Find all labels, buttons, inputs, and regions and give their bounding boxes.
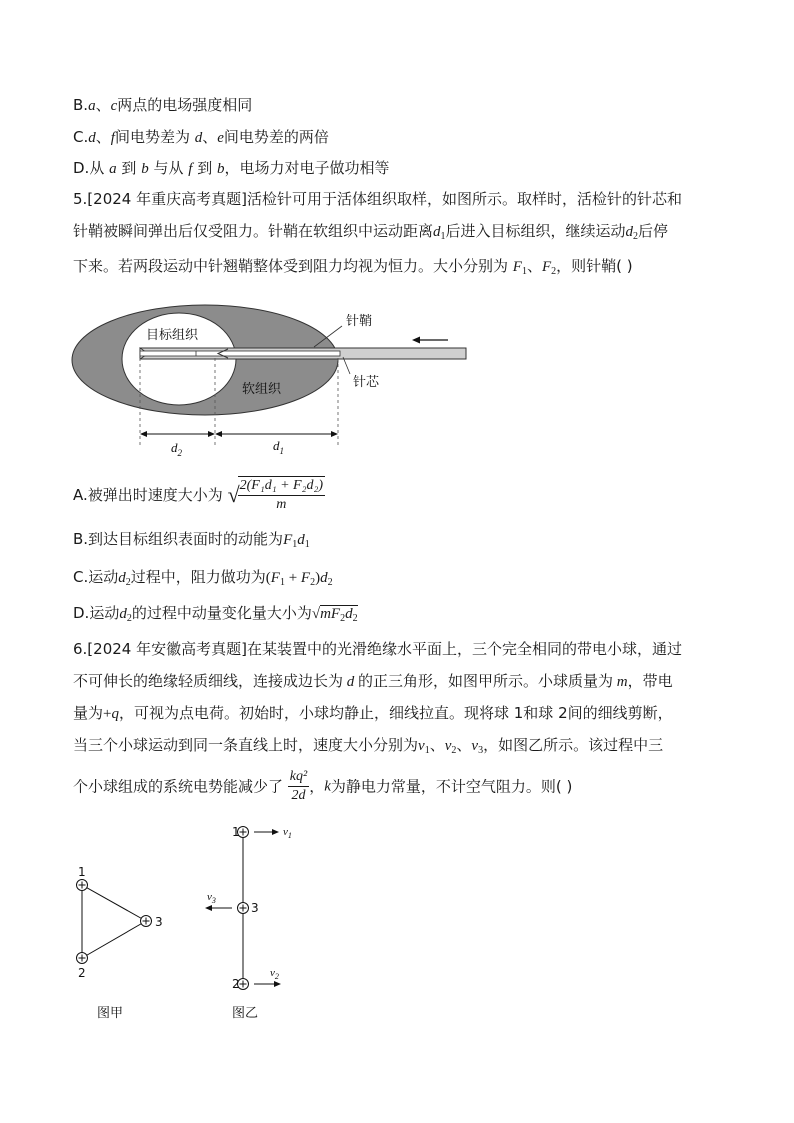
q4-option-c: C.d、f间电势差为 d、e间电势差的两倍 — [73, 128, 329, 146]
q6-stem-line2: 不可伸长的绝缘轻质细线，连接成边长为 d 的正三角形，如图甲所示。小球质量为 m，带电 — [73, 672, 673, 690]
ball-3-b — [238, 903, 249, 914]
svg-text:d2: $d_2$ — [171, 440, 182, 458]
q5-option-a: A.被弹出时速度大小为 √ $\frac{\text{2(F₁d₁ + F₂d₂)}}{m}$ — [73, 478, 323, 512]
q6-stem-line1: 6.[2024 年安徽高考真题]在某装置中的光滑绝缘水平面上，三个完全相同的带电小球，通过 — [73, 640, 682, 658]
ball-2 — [77, 953, 88, 964]
svg-text:2: 2 — [232, 977, 240, 991]
q5-stem-line3: 下来。若两段运动中针翘鞘整体受到阻力均视为恒力。大小分别为 $F_1$、$F_2$，则针鞘( ) — [73, 257, 633, 277]
q5-option-d: D.运动$d_2$的过程中动量变化量大小为$√mF_2d_2$ — [73, 604, 358, 624]
svg-text:v2: $v_2$ — [270, 967, 279, 981]
ball-1 — [77, 880, 88, 891]
q5-option-b: B.到达目标组织表面时的动能为$F_1d_1$ — [73, 530, 310, 550]
q4-option-d: D.从 a 到 b 与从 f 到 b，电场力对电子做功相等 — [73, 159, 390, 177]
core-label: 针芯 — [353, 375, 380, 390]
svg-text:3: 3 — [155, 915, 163, 929]
needle-core — [140, 351, 340, 356]
svg-text:3: 3 — [251, 901, 259, 915]
q5-stem-line1: 5.[2024 年重庆高考真题]活检针可用于活体组织取样，如图所示。取样时，活检针的针芯和 — [73, 190, 682, 208]
biopsy-needle-diagram — [68, 296, 478, 466]
svg-text:1: 1 — [232, 825, 240, 839]
svg-text:v1: $v_1$ — [283, 826, 292, 840]
target-tissue-label: 目标组织 — [146, 328, 199, 343]
svg-text:d1: $d_1$ — [273, 438, 284, 456]
ball-3 — [141, 916, 152, 927]
svg-text:2: 2 — [78, 966, 86, 980]
q5-option-c: C.运动$d_2$过程中，阻力做功为$(F_1 + F_2)d_2$ — [73, 568, 333, 588]
q5-stem-line2: 针鞘被瞬间弹出后仅受阻力。针鞘在软组织中运动距离$d_1$后进入目标组织，继续运动$d_2$后停 — [73, 222, 669, 242]
sheath-label: 针鞘 — [346, 314, 373, 329]
svg-text:v3: $v_3$ — [207, 891, 216, 905]
q6-stem-line3: 量为+q，可视为点电荷。初始时，小球均静止，细线拉直。现将球 1和球 2间的细线剪断， — [73, 704, 673, 722]
q6-stem-line5: 个小球组成的系统电势能减少了 $\frac{\text{kq²}}{2d}$ ，k为静电力常量，不计空气阻力。则( ) — [73, 769, 573, 803]
q4-option-b: B.a、c两点的电场强度相同 — [73, 96, 253, 114]
svg-text:1: 1 — [78, 865, 86, 879]
figure-a-triangle — [66, 860, 176, 1030]
q6-stem-line4: 当三个小球运动到同一条直线上时，速度大小分别为$v_1$、$v_2$、$v_3$，如图乙所示。该过程中三 — [73, 736, 664, 756]
figure-b-line — [196, 820, 336, 1030]
soft-tissue-label: 软组织 — [242, 382, 282, 397]
figure-b-caption: 图乙 — [232, 1006, 259, 1021]
figure-a-caption: 图甲 — [97, 1006, 124, 1021]
